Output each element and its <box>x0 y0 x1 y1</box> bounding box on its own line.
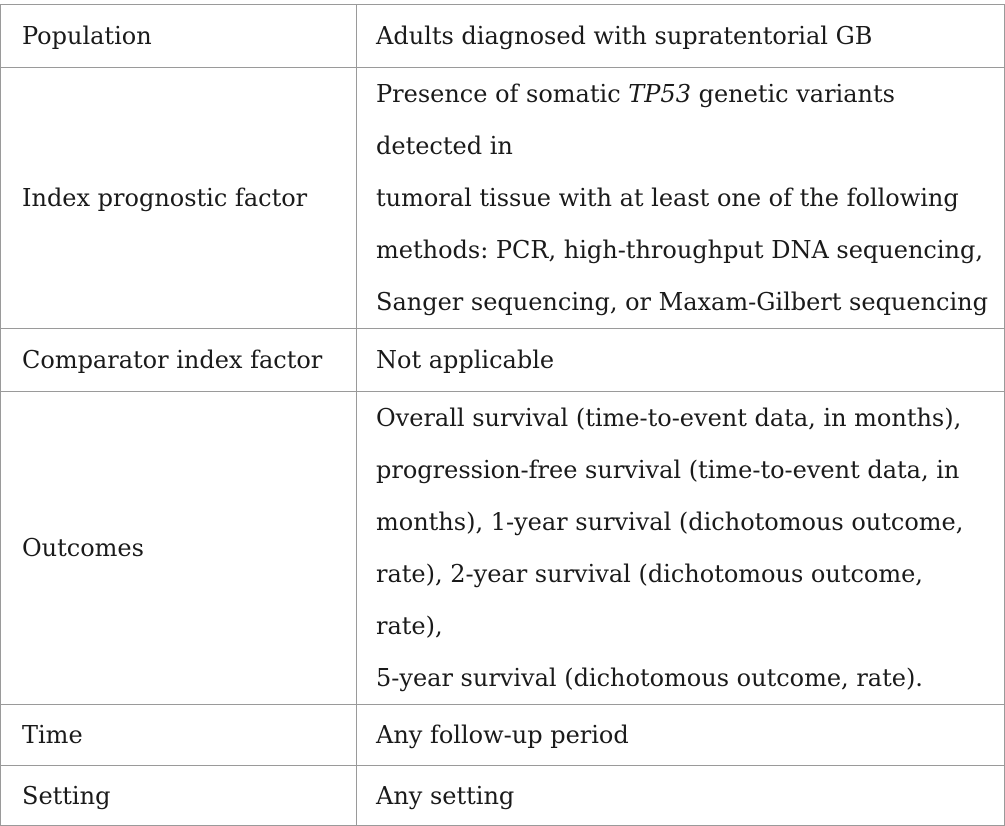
row-label-comparator-index-factor: Comparator index factor <box>1 329 357 392</box>
row-label-index-prognostic-factor: Index prognostic factor <box>1 68 357 329</box>
pico-criteria-table <box>0 4 1005 826</box>
row-label-outcomes: Outcomes <box>1 392 357 705</box>
row-value-index-prognostic-factor <box>357 68 1005 329</box>
row-label-setting: Setting <box>1 766 357 826</box>
row-value-outcomes <box>357 392 1005 705</box>
table-row <box>1 5 1005 68</box>
gene-name: TP53 <box>628 80 691 108</box>
text-line: 5-year survival (dichotomous outcome, rate). <box>376 664 923 692</box>
text-line: Overall survival (time-to-event data, in months), <box>376 404 962 432</box>
row-value-setting: Any setting <box>357 766 1005 826</box>
row-label-time: Time <box>1 705 357 766</box>
table-row <box>1 766 1005 826</box>
text-line: rate), 2-year survival (dichotomous outcome, rate), <box>376 560 923 640</box>
table-row <box>1 705 1005 766</box>
table-row <box>1 68 1005 329</box>
table-row <box>1 329 1005 392</box>
row-value-time: Any follow-up period <box>357 705 1005 766</box>
text-fragment: genetic variants detected in <box>376 80 895 160</box>
row-value-population: Adults diagnosed with supratentorial GB <box>357 5 1005 68</box>
text-line: progression-free survival (time-to-event data, in <box>376 456 960 484</box>
row-label-population: Population <box>1 5 357 68</box>
row-value-comparator-index-factor: Not applicable <box>357 329 1005 392</box>
text-line: Sanger sequencing, or Maxam-Gilbert sequencing <box>376 288 988 316</box>
pico-table-container <box>0 4 1005 826</box>
text-line: months), 1-year survival (dichotomous outcome, <box>376 508 964 536</box>
text-line: methods: PCR, high-throughput DNA sequencing, <box>376 236 983 264</box>
text-line <box>376 68 996 172</box>
text-fragment: Presence of somatic <box>376 80 629 108</box>
text-line: tumoral tissue with at least one of the following <box>376 184 959 212</box>
table-row <box>1 392 1005 705</box>
